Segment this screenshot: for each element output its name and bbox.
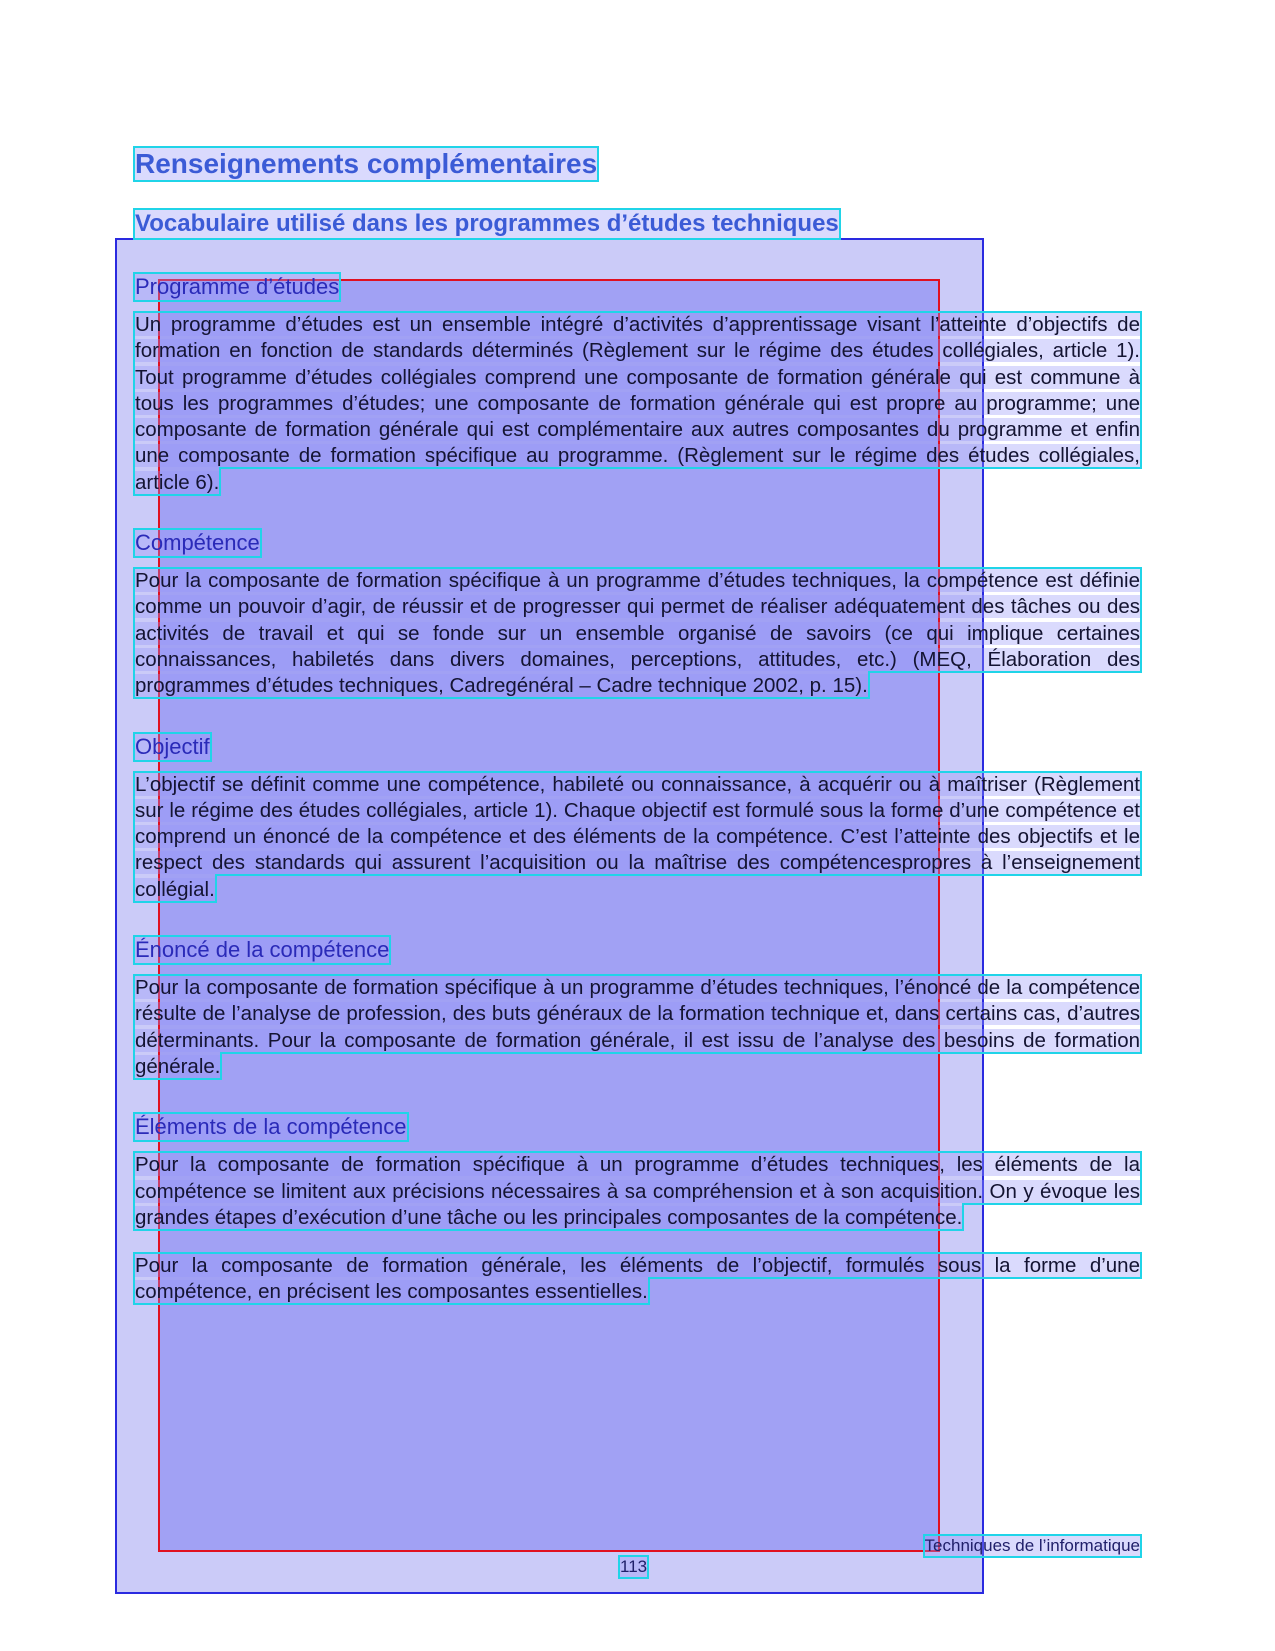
paragraph-text: Un programme d’études est un ensemble intégré d’activités d’apprentissage visant l’atteinte d’objectifs de formation en fonction de standards déterminés (Règlement sur le régime des études collégiales, article 1). Tout programme d’études collégiales comprend une composante de formation générale qui est commune à tous les programmes d’études; une composante de formation générale qui est propre au programme; une composante de formation générale qui est complémentaire aux autres composantes du programme et enfin une composante de formation spécifique au programme. (Règlement sur le régime des études collégiales, article 6). <box>135 313 1140 494</box>
section-programme <box>135 274 1140 496</box>
paragraph-text: Pour la composante de formation spécifique à un programme d’études techniques, les éléments de la compétence se limitent aux précisions nécessaires à sa compréhension et à son acquisition. On y évoque les grandes étapes d’exécution d’une tâche ou les principales composantes de la compétence. <box>135 1153 1140 1229</box>
section-heading: Programme d’études <box>135 274 340 299</box>
section-heading: Objectif <box>135 733 210 759</box>
section-enonce <box>135 937 1140 1080</box>
section-paragraph <box>135 312 1140 496</box>
section-competence <box>135 530 1140 699</box>
section-objectif <box>135 734 1140 903</box>
section-elements <box>135 1114 1140 1305</box>
section-paragraph <box>135 772 1140 903</box>
section-heading: Énoncé de la compétence <box>135 937 390 963</box>
paragraph-text: Pour la composante de formation spécifique à un programme d’études techniques, l’énoncé de la compétence résulte de l’analyse de profession, des buts généraux de la formation technique et, dans certains cas, d’autres déterminants. Pour la composante de formation générale, il est issu de l’analyse des besoins de formation générale. <box>135 976 1140 1078</box>
section-paragraph <box>135 568 1140 699</box>
document-content <box>135 148 1140 1306</box>
paragraph-text: Pour la composante de formation spécifique à un programme d’études techniques, la compétence est définie comme un pouvoir d’agir, de réussir et de progresser qui permet de réaliser adéquatement des tâches ou des activités de travail et qui se fonde sur un ensemble organisé de savoirs (ce qui implique certaines connaissances, habiletés dans divers domaines, perceptions, attitudes, etc.) (MEQ, Élaboration des programmes d’études techniques, Cadregénéral – Cadre technique 2002, p. 15). <box>135 569 1140 698</box>
section-paragraph <box>135 1253 1140 1306</box>
paragraph-text: L’objectif se définit comme une compétence, habileté ou connaissance, à acquérir ou à maîtriser (Règlement sur le régime des études collégiales, article 1). Chaque objectif est formulé sous la forme d’une compétence et comprend un énoncé de la compétence et des éléments de la compétence. C’est l’atteinte des objectifs et le respect des standards qui assurent l’acquisition ou la maîtrise des compétencespropres à l’enseignement collégial. <box>135 772 1140 901</box>
section-paragraph <box>135 1152 1140 1231</box>
page-title: Renseignements complémentaires <box>135 148 598 179</box>
footer-program-name: Techniques de l’informatique <box>924 1536 1140 1555</box>
section-paragraph <box>135 975 1140 1080</box>
section-heading: Compétence <box>135 530 260 556</box>
paragraph-text: Pour la composante de formation générale, les éléments de l’objectif, formulés sous la forme d’une compétence, en précisent les composantes essentielles. <box>135 1254 1140 1304</box>
page-subtitle: Vocabulaire utilisé dans les programmes d’études techniques <box>135 210 839 237</box>
page-number: 113 <box>620 1557 648 1576</box>
section-heading: Éléments de la compétence <box>135 1114 407 1140</box>
